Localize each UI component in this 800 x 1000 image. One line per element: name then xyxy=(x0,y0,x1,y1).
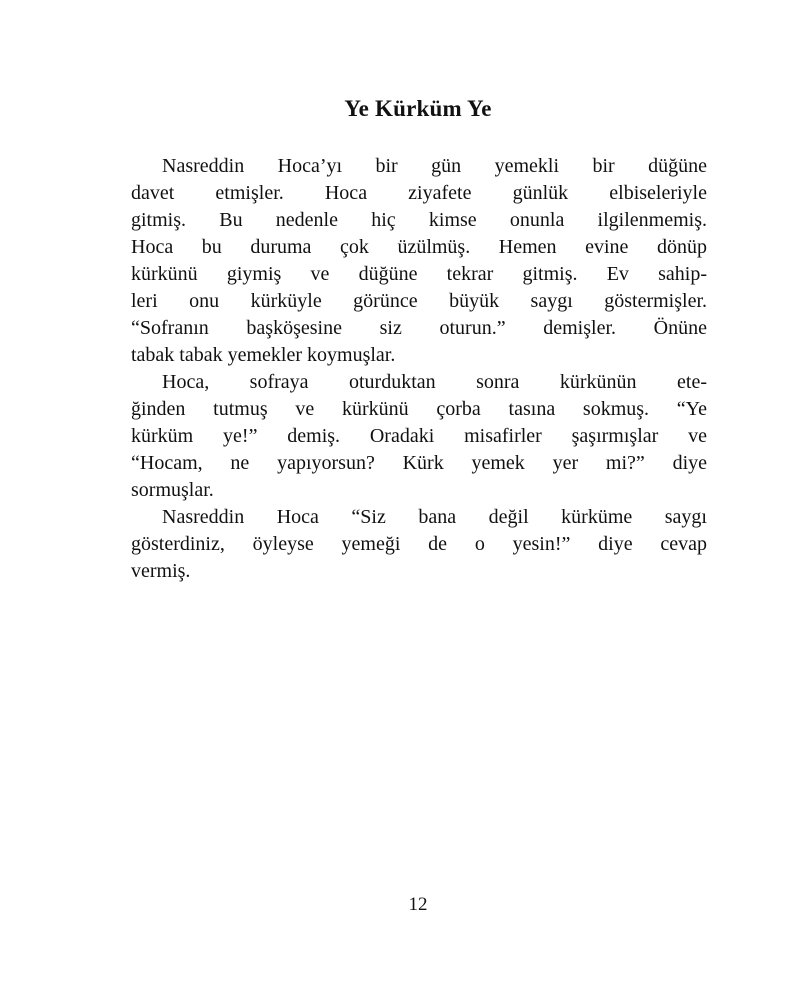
story-body xyxy=(131,153,707,585)
paragraph-1-line-4: Hoca bu duruma çok üzülmüş. Hemen evine dönüp xyxy=(131,236,707,258)
paragraph-3-line-1: Nasreddin Hoca “Siz bana değil kürküme saygı xyxy=(162,506,707,528)
paragraph-1-line-6: leri onu kürküyle görünce büyük saygı göstermişler. xyxy=(131,290,707,312)
paragraph-2-line-5: sormuşlar. xyxy=(131,479,214,501)
paragraph-1-line-1: Nasreddin Hoca’yı bir gün yemekli bir düğüne xyxy=(162,155,707,177)
paragraph-1-line-2: davet etmişler. Hoca ziyafete günlük elbiseleriyle xyxy=(131,182,707,204)
paragraph-1-line-3: gitmiş. Bu nedenle hiç kimse onunla ilgilenmemiş. xyxy=(131,209,707,231)
paragraph-3-line-2: gösterdiniz, öyleyse yemeği de o yesin!” diye cevap xyxy=(131,533,707,555)
story-title: Ye Kürküm Ye xyxy=(344,96,492,121)
paragraph-2-line-1: Hoca, sofraya oturduktan sonra kürkünün ete- xyxy=(162,371,707,393)
paragraph-3-line-3: vermiş. xyxy=(131,560,191,582)
paragraph-1-line-5: kürkünü giymiş ve düğüne tekrar gitmiş. Ev sahip- xyxy=(131,263,707,285)
paragraph-1-line-8: tabak tabak yemekler koymuşlar. xyxy=(131,344,396,366)
paragraph-2-line-4: “Hocam, ne yapıyorsun? Kürk yemek yer mi?” diye xyxy=(131,452,707,474)
paragraph-2-line-3: kürküm ye!” demiş. Oradaki misafirler şaşırmışlar ve xyxy=(131,425,707,447)
page-number: 12 xyxy=(408,894,428,915)
paragraph-1-line-7: “Sofranın başköşesine siz oturun.” demişler. Önüne xyxy=(131,317,707,339)
paragraph-2-line-2: ğinden tutmuş ve kürkünü çorba tasına sokmuş. “Ye xyxy=(131,398,707,420)
